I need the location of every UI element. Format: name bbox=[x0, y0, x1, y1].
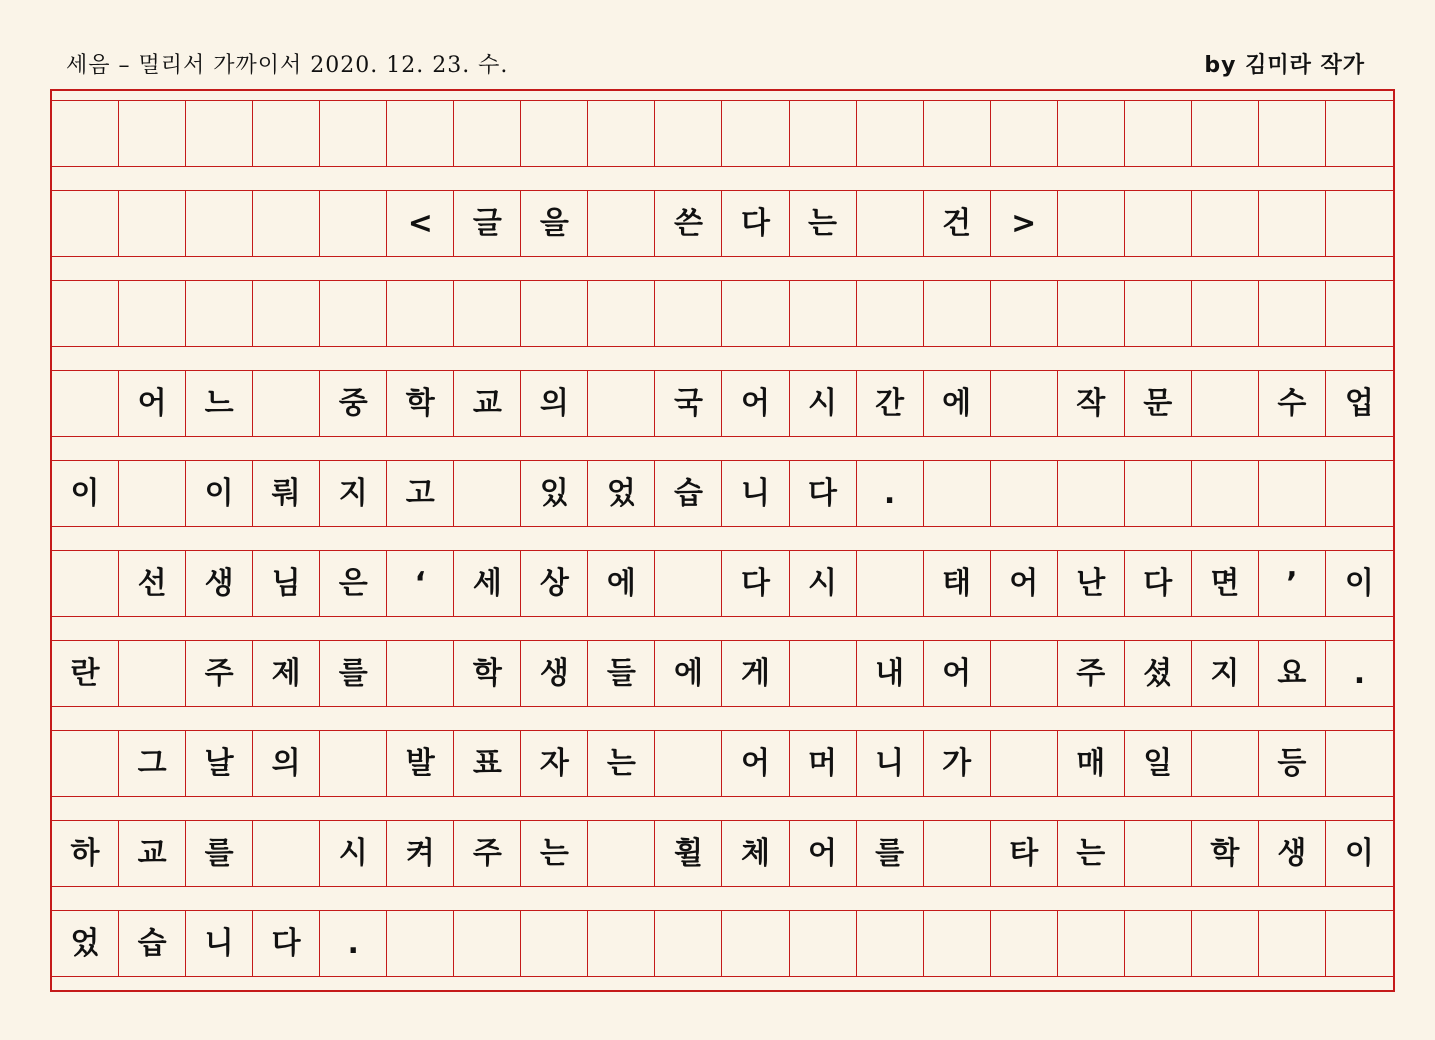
manuscript-cell bbox=[387, 641, 454, 706]
manuscript-cell bbox=[253, 101, 320, 166]
manuscript-cell: 이 bbox=[186, 461, 253, 526]
manuscript-row bbox=[52, 640, 1393, 707]
manuscript-cell bbox=[320, 281, 387, 346]
manuscript-cell: 이 bbox=[1344, 835, 1374, 871]
manuscript-cell bbox=[991, 641, 1058, 706]
manuscript-cell: 어 bbox=[790, 821, 857, 886]
manuscript-cell bbox=[588, 191, 655, 256]
manuscript-cell bbox=[387, 911, 454, 976]
manuscript-cell bbox=[1192, 371, 1259, 436]
manuscript-cell: 니 bbox=[722, 461, 789, 526]
manuscript-cell: 다 bbox=[790, 461, 857, 526]
manuscript-cell: 지 bbox=[1192, 641, 1259, 706]
manuscript-cell: 에 bbox=[588, 551, 655, 616]
manuscript-cell: < bbox=[387, 191, 454, 256]
manuscript-cell: 학 bbox=[1192, 821, 1259, 886]
manuscript-cell: 간 bbox=[857, 371, 924, 436]
manuscript-cell: 는 bbox=[790, 191, 857, 256]
manuscript-cell bbox=[857, 281, 924, 346]
manuscript-cell bbox=[1192, 101, 1259, 166]
manuscript-cell bbox=[790, 641, 857, 706]
manuscript-cell bbox=[1058, 101, 1125, 166]
manuscript-cell: 의 bbox=[253, 731, 320, 796]
manuscript-row bbox=[52, 370, 1393, 437]
manuscript-cell: 고 bbox=[387, 461, 454, 526]
manuscript-cell: 상 bbox=[521, 551, 588, 616]
manuscript-cell: 를 bbox=[320, 641, 387, 706]
manuscript-cell: 작 bbox=[1058, 371, 1125, 436]
manuscript-cell: . bbox=[857, 461, 924, 526]
manuscript-cell bbox=[186, 101, 253, 166]
manuscript-cell bbox=[186, 281, 253, 346]
manuscript-cell: 글 bbox=[454, 191, 521, 256]
manuscript-cell: 지 bbox=[320, 461, 387, 526]
manuscript-cell: > bbox=[991, 191, 1058, 256]
manuscript-row bbox=[52, 280, 1393, 347]
manuscript-cell bbox=[387, 101, 454, 166]
manuscript-cell bbox=[253, 281, 320, 346]
manuscript-cell: 이 bbox=[1344, 565, 1374, 601]
manuscript-cell: 요 bbox=[1259, 641, 1326, 706]
manuscript-cell: 등 bbox=[1259, 731, 1326, 796]
manuscript-cell bbox=[1058, 191, 1125, 256]
manuscript-cell bbox=[924, 821, 991, 886]
manuscript-cell: 이 bbox=[52, 461, 119, 526]
manuscript-cell: 선 bbox=[119, 551, 186, 616]
manuscript-cell bbox=[655, 731, 722, 796]
manuscript-cell: 내 bbox=[857, 641, 924, 706]
manuscript-cell bbox=[253, 821, 320, 886]
manuscript-cell: 주 bbox=[454, 821, 521, 886]
manuscript-cell: 다 bbox=[722, 191, 789, 256]
manuscript-cell bbox=[991, 371, 1058, 436]
manuscript-cell: 는 bbox=[588, 731, 655, 796]
manuscript-cell bbox=[454, 101, 521, 166]
manuscript-cell: 들 bbox=[588, 641, 655, 706]
manuscript-cell: 는 bbox=[521, 821, 588, 886]
manuscript-row bbox=[52, 910, 1393, 977]
manuscript-cell bbox=[454, 461, 521, 526]
manuscript-cell bbox=[1326, 731, 1393, 796]
manuscript-cell bbox=[119, 461, 186, 526]
manuscript-cell bbox=[253, 191, 320, 256]
manuscript-cell bbox=[588, 821, 655, 886]
manuscript-cell bbox=[253, 371, 320, 436]
manuscript-cell: 주 bbox=[1058, 641, 1125, 706]
manuscript-cell bbox=[722, 911, 789, 976]
manuscript-cell bbox=[924, 101, 991, 166]
page-header-title: 세음 – 멀리서 가까이서 2020. 12. 23. 수. bbox=[66, 53, 509, 78]
manuscript-cell bbox=[991, 911, 1058, 976]
manuscript-cell: 학 bbox=[454, 641, 521, 706]
manuscript-cell: 는 bbox=[1058, 821, 1125, 886]
manuscript-cell bbox=[387, 281, 454, 346]
manuscript-cell: 체 bbox=[722, 821, 789, 886]
manuscript-cell: 켜 bbox=[387, 821, 454, 886]
manuscript-cell bbox=[1326, 101, 1393, 166]
manuscript-cell: 었 bbox=[52, 911, 119, 976]
manuscript-cell: 타 bbox=[991, 821, 1058, 886]
manuscript-cell: 에 bbox=[655, 641, 722, 706]
manuscript-cell bbox=[655, 101, 722, 166]
manuscript-cell: . bbox=[320, 911, 387, 976]
manuscript-cell: 학 bbox=[387, 371, 454, 436]
manuscript-cell: 표 bbox=[454, 731, 521, 796]
manuscript-cell bbox=[521, 281, 588, 346]
page-header-author: by 김미라 작가 bbox=[1204, 53, 1365, 78]
manuscript-cell bbox=[52, 101, 119, 166]
manuscript-cell: 뤄 bbox=[253, 461, 320, 526]
manuscript-cell: 업 bbox=[1344, 385, 1374, 421]
manuscript-cell bbox=[588, 281, 655, 346]
manuscript-row bbox=[52, 550, 1393, 617]
manuscript-row bbox=[52, 460, 1393, 527]
manuscript-cell bbox=[119, 641, 186, 706]
manuscript-cell bbox=[991, 461, 1058, 526]
manuscript-cell: 매 bbox=[1058, 731, 1125, 796]
manuscript-cell bbox=[1125, 821, 1192, 886]
manuscript-cell bbox=[1259, 911, 1326, 976]
manuscript-cell: 자 bbox=[521, 731, 588, 796]
manuscript-cell bbox=[1192, 191, 1259, 256]
manuscript-cell: 그 bbox=[119, 731, 186, 796]
manuscript-cell bbox=[655, 281, 722, 346]
manuscript-cell: 국 bbox=[655, 371, 722, 436]
manuscript-row bbox=[52, 730, 1393, 797]
manuscript-cell bbox=[454, 281, 521, 346]
manuscript-cell bbox=[1058, 911, 1125, 976]
manuscript-cell bbox=[52, 731, 119, 796]
manuscript-cell bbox=[857, 101, 924, 166]
manuscript-cell: 문 bbox=[1125, 371, 1192, 436]
manuscript-cell: 를 bbox=[857, 821, 924, 886]
manuscript-cell bbox=[790, 911, 857, 976]
manuscript-cell bbox=[320, 191, 387, 256]
manuscript-cell bbox=[857, 911, 924, 976]
manuscript-cell bbox=[924, 911, 991, 976]
manuscript-cell bbox=[52, 551, 119, 616]
manuscript-cell bbox=[588, 371, 655, 436]
manuscript-cell: 주 bbox=[186, 641, 253, 706]
manuscript-cell bbox=[655, 551, 722, 616]
manuscript-cell: 니 bbox=[186, 911, 253, 976]
manuscript-cell: 있 bbox=[521, 461, 588, 526]
manuscript-cell: 었 bbox=[588, 461, 655, 526]
manuscript-sheet bbox=[50, 89, 1395, 992]
manuscript-cell bbox=[991, 281, 1058, 346]
manuscript-cell bbox=[52, 371, 119, 436]
manuscript-cell: 에 bbox=[924, 371, 991, 436]
manuscript-cell: 생 bbox=[1259, 821, 1326, 886]
manuscript-cell bbox=[521, 101, 588, 166]
manuscript-row bbox=[52, 100, 1393, 167]
manuscript-cell bbox=[1125, 461, 1192, 526]
manuscript-cell: 어 bbox=[924, 641, 991, 706]
manuscript-cell: 가 bbox=[924, 731, 991, 796]
manuscript-cell: 쓴 bbox=[655, 191, 722, 256]
manuscript-cell bbox=[991, 731, 1058, 796]
manuscript-cell: 다 bbox=[1125, 551, 1192, 616]
manuscript-cell: 은 bbox=[320, 551, 387, 616]
manuscript-cell bbox=[1326, 461, 1393, 526]
manuscript-cell: 다 bbox=[253, 911, 320, 976]
manuscript-cell bbox=[1192, 911, 1259, 976]
manuscript-cell bbox=[722, 281, 789, 346]
manuscript-cell bbox=[119, 101, 186, 166]
manuscript-cell: 니 bbox=[857, 731, 924, 796]
manuscript-cell bbox=[1259, 191, 1326, 256]
manuscript-cell bbox=[790, 101, 857, 166]
manuscript-cell: 를 bbox=[186, 821, 253, 886]
manuscript-cell bbox=[52, 281, 119, 346]
manuscript-cell bbox=[722, 101, 789, 166]
manuscript-cell bbox=[119, 281, 186, 346]
manuscript-cell: 느 bbox=[186, 371, 253, 436]
manuscript-cell bbox=[924, 461, 991, 526]
manuscript-cell bbox=[857, 551, 924, 616]
manuscript-cell: 시 bbox=[320, 821, 387, 886]
manuscript-cell: 제 bbox=[253, 641, 320, 706]
manuscript-cell: 을 bbox=[521, 191, 588, 256]
manuscript-cell: 셨 bbox=[1125, 641, 1192, 706]
manuscript-cell: 면 bbox=[1192, 551, 1259, 616]
manuscript-cell: ’ bbox=[1259, 551, 1326, 616]
manuscript-cell: 일 bbox=[1125, 731, 1192, 796]
manuscript-cell bbox=[454, 911, 521, 976]
manuscript-cell bbox=[857, 191, 924, 256]
manuscript-cell bbox=[186, 191, 253, 256]
manuscript-cell bbox=[1326, 281, 1393, 346]
manuscript-cell bbox=[588, 911, 655, 976]
manuscript-cell: 어 bbox=[119, 371, 186, 436]
manuscript-cell bbox=[1058, 281, 1125, 346]
manuscript-row bbox=[52, 820, 1393, 887]
manuscript-cell: 머 bbox=[790, 731, 857, 796]
manuscript-cell: 교 bbox=[454, 371, 521, 436]
manuscript-cell: 세 bbox=[454, 551, 521, 616]
manuscript-cell: 난 bbox=[1058, 551, 1125, 616]
manuscript-cell: 어 bbox=[722, 371, 789, 436]
manuscript-cell: 다 bbox=[722, 551, 789, 616]
manuscript-cell bbox=[521, 911, 588, 976]
manuscript-cell bbox=[1192, 461, 1259, 526]
manuscript-cell bbox=[1058, 461, 1125, 526]
manuscript-cell: ‘ bbox=[387, 551, 454, 616]
manuscript-cell: 생 bbox=[186, 551, 253, 616]
manuscript-cell: . bbox=[1353, 655, 1366, 691]
manuscript-cell bbox=[790, 281, 857, 346]
manuscript-cell: 수 bbox=[1259, 371, 1326, 436]
manuscript-cell bbox=[991, 101, 1058, 166]
manuscript-cell: 휠 bbox=[655, 821, 722, 886]
manuscript-cell: 게 bbox=[722, 641, 789, 706]
manuscript-cell bbox=[1259, 461, 1326, 526]
manuscript-cell bbox=[119, 191, 186, 256]
manuscript-cell: 시 bbox=[790, 371, 857, 436]
manuscript-cell: 교 bbox=[119, 821, 186, 886]
manuscript-cell bbox=[1125, 101, 1192, 166]
manuscript-cell: 란 bbox=[52, 641, 119, 706]
manuscript-cell bbox=[1192, 731, 1259, 796]
manuscript-cell: 의 bbox=[521, 371, 588, 436]
manuscript-cell bbox=[655, 911, 722, 976]
manuscript-row bbox=[52, 190, 1393, 257]
manuscript-cell: 생 bbox=[521, 641, 588, 706]
manuscript-cell bbox=[1192, 281, 1259, 346]
manuscript-cell bbox=[320, 731, 387, 796]
manuscript-cell bbox=[1259, 281, 1326, 346]
manuscript-cell: 습 bbox=[119, 911, 186, 976]
manuscript-cell bbox=[1326, 911, 1393, 976]
manuscript-cell: 중 bbox=[320, 371, 387, 436]
manuscript-cell: 습 bbox=[655, 461, 722, 526]
manuscript-cell bbox=[320, 101, 387, 166]
manuscript-cell: 어 bbox=[722, 731, 789, 796]
manuscript-cell: 시 bbox=[790, 551, 857, 616]
manuscript-cell bbox=[588, 101, 655, 166]
manuscript-cell: 발 bbox=[387, 731, 454, 796]
manuscript-cell bbox=[1259, 101, 1326, 166]
manuscript-cell bbox=[1125, 911, 1192, 976]
manuscript-cell bbox=[1326, 191, 1393, 256]
manuscript-cell: 님 bbox=[253, 551, 320, 616]
manuscript-cell bbox=[924, 281, 991, 346]
manuscript-cell bbox=[1125, 281, 1192, 346]
manuscript-cell: 건 bbox=[924, 191, 991, 256]
manuscript-cell: 하 bbox=[52, 821, 119, 886]
manuscript-cell bbox=[52, 191, 119, 256]
manuscript-cell: 태 bbox=[924, 551, 991, 616]
manuscript-cell bbox=[1125, 191, 1192, 256]
manuscript-cell: 어 bbox=[991, 551, 1058, 616]
manuscript-cell: 날 bbox=[186, 731, 253, 796]
